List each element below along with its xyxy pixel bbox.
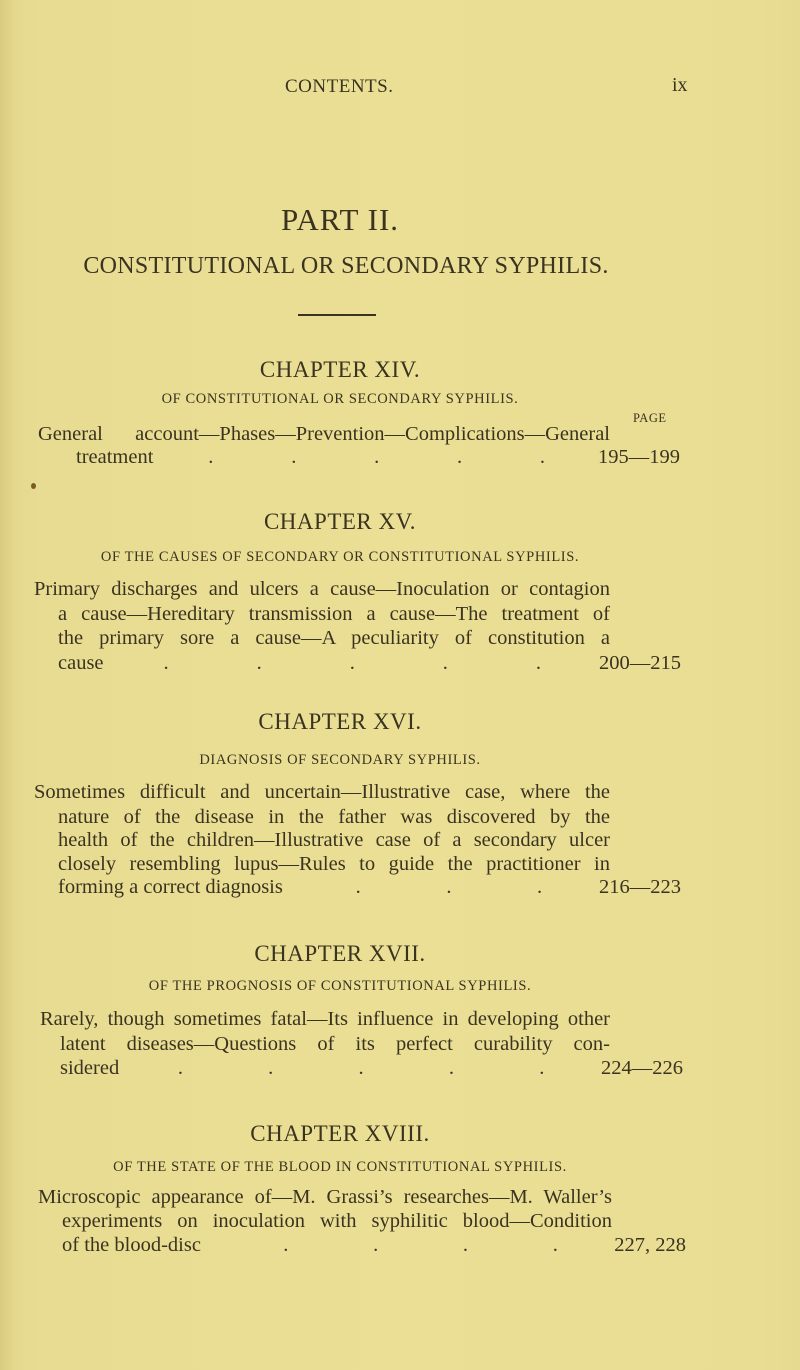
page-range: 227, 228 (614, 1234, 686, 1256)
page-range: 195—199 (598, 446, 680, 468)
entry-last-line (76, 446, 680, 469)
entry-text: sidered (60, 1057, 120, 1079)
foxing-spot (31, 483, 36, 489)
page-range: 224—226 (601, 1057, 683, 1079)
page-number: ix (672, 74, 688, 96)
entry-line: a cause—Hereditary transmission a cause—The treatment of (58, 603, 610, 625)
chapter-subtitle: OF THE CAUSES OF SECONDARY OR CONSTITUTIONAL SYPHILIS. (100, 549, 580, 565)
running-head: CONTENTS. (285, 76, 394, 97)
chapter-heading: CHAPTER XVIII. (250, 1121, 430, 1146)
entry-line: General account—Phases—Prevention—Complications—General (38, 423, 610, 445)
entry-last-line (60, 1057, 683, 1080)
divider-rule (298, 314, 376, 316)
chapter-heading: CHAPTER XV. (263, 509, 417, 534)
entry-last-line (58, 876, 681, 899)
entry-line: experiments on inoculation with syphilitic blood—Condition (62, 1210, 612, 1232)
entry-line: Primary discharges and ulcers a cause—Inoculation or contagion (34, 578, 610, 600)
page-range: 216—223 (599, 876, 681, 898)
entry-line: the primary sore a cause—A peculiarity of constitution a (58, 627, 610, 649)
entry-text: cause (58, 652, 104, 674)
page-column-label: PAGE (633, 411, 667, 425)
part-title: PART II. (280, 202, 400, 237)
chapter-heading: CHAPTER XIV. (259, 357, 421, 382)
entry-line: Sometimes difficult and uncertain—Illustrative case, where the (34, 781, 610, 803)
entry-line: nature of the disease in the father was discovered by the (58, 806, 610, 828)
entry-last-line (58, 652, 681, 675)
dot-leader: . . . . (283, 1234, 558, 1256)
chapter-subtitle: OF THE PROGNOSIS OF CONSTITUTIONAL SYPHILIS. (148, 978, 532, 994)
part-subtitle: CONSTITUTIONAL OR SECONDARY SYPHILIS. (83, 253, 609, 279)
entry-text: treatment (76, 446, 154, 468)
chapter-subtitle: DIAGNOSIS OF SECONDARY SYPHILIS. (199, 752, 481, 768)
entry-text: forming a correct diagnosis (58, 876, 283, 898)
entry-line: Rarely, though sometimes fatal—Its influence in developing other (40, 1008, 610, 1030)
entry-line: latent diseases—Questions of its perfect curability con- (60, 1033, 610, 1055)
dot-leader: . . . . . (163, 652, 542, 674)
entry-line: health of the children—Illustrative case of a secondary ulcer (58, 829, 610, 851)
chapter-subtitle: OF CONSTITUTIONAL OR SECONDARY SYPHILIS. (161, 391, 519, 407)
dot-leader: . . . (355, 876, 543, 898)
chapter-heading: CHAPTER XVII. (254, 941, 426, 966)
entry-line: Microscopic appearance of—M. Grassi’s researches—M. Waller’s (38, 1186, 612, 1208)
chapter-heading: CHAPTER XVI. (258, 709, 422, 734)
entry-line: closely resembling lupus—Rules to guide the practitioner in (58, 853, 610, 875)
dot-leader: . . . . . (177, 1057, 545, 1079)
entry-text: of the blood-disc (62, 1234, 201, 1256)
page-range: 200—215 (599, 652, 681, 674)
entry-last-line (62, 1234, 686, 1257)
dot-leader: . . . . . (208, 446, 546, 468)
chapter-subtitle: OF THE STATE OF THE BLOOD IN CONSTITUTIONAL SYPHILIS. (113, 1159, 567, 1175)
